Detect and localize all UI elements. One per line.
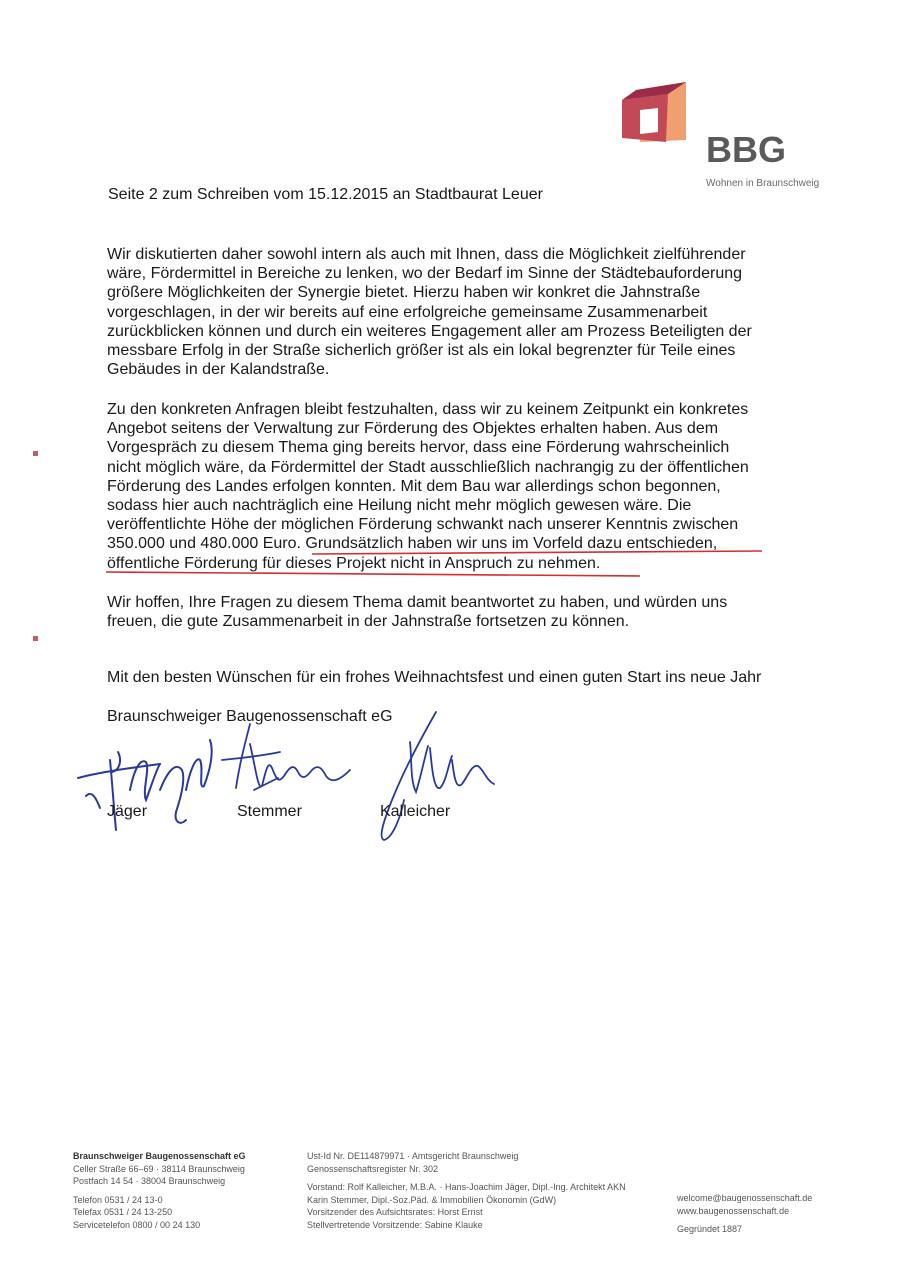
footer-line: Genossenschaftsregister Nr. 302	[307, 1163, 439, 1174]
text-line: freuen, die gute Zusammenarbeit in der Jahnstraße fortsetzen zu können.	[107, 613, 630, 631]
text-line: nicht möglich wäre, da Fördermittel der Stadt ausschließlich nachrangig zu der öffentlichen	[107, 458, 749, 476]
footer-line: Celler Straße 66–69 · 38114 Braunschweig	[73, 1163, 245, 1174]
text-line: zurückblicken können und durch ein weiteres Engagement aller am Prozess Beteiligten der	[107, 322, 752, 340]
footer-line: Postfach 14 54 · 38004 Braunschweig	[73, 1176, 226, 1186]
signatory-name: Jäger	[107, 803, 148, 820]
footer-line: Stellvertretende Vorsitzende: Sabine Klauke	[307, 1219, 483, 1230]
signature-stemmer	[222, 724, 350, 790]
text-line: sodass hier auch nachträglich eine Heilung nicht mehr möglich gewesen wäre. Die	[107, 497, 692, 515]
signatory-name: Stemmer	[237, 803, 302, 820]
footer-line: Vorsitzender des Aufsichtsrates: Horst Ernst	[307, 1207, 483, 1217]
footer-line: Ust-Id Nr. DE114879971 · Amtsgericht Braunschweig	[307, 1151, 519, 1161]
footer-line: Vorstand: Rolf Kalleicher, M.B.A. · Hans-Joachim Jäger, Dipl.-Ing. Architekt AKN	[307, 1182, 626, 1192]
text-line: Angebot seitens der Verwaltung zur Förderung des Objektes erhalten haben. Aus dem	[107, 420, 719, 438]
text-line: Gebäudes in der Kalandstraße.	[107, 361, 330, 379]
closing-greeting: Mit den besten Wünschen für ein frohes Weihnachtsfest und einen guten Start ins neue Jahr	[107, 669, 762, 686]
footer-line: Servicetelefon 0800 / 00 24 130	[73, 1219, 201, 1230]
logo-name: BBG	[706, 129, 786, 170]
company-name: Braunschweiger Baugenossenschaft eG	[107, 708, 393, 725]
footer-register	[307, 1150, 626, 1231]
text-line: messbare Erfolg in der Straße sicherlich größer ist als ein lokal begrenzter für Teile eines	[107, 342, 736, 360]
footer-line: Karin Stemmer, Dipl.-Soz.Päd. & Immobilien Ökonomin (GdW)	[307, 1194, 557, 1205]
logo-tagline: Wohnen in Braunschweig	[706, 178, 820, 189]
text-line: größere Möglichkeiten der Synergie bietet. Hierzu haben wir konkret die Jahnstraße	[107, 284, 701, 302]
footer-founded: Gegründet 1887	[677, 1224, 743, 1234]
footer-line: Telefon 0531 / 24 13-0	[73, 1194, 163, 1205]
text-line: Wir diskutierten daher sowohl intern als auch mit Ihnen, dass die Möglichkeit zielführender	[107, 246, 746, 263]
letter-subject: Seite 2 zum Schreiben vom 15.12.2015 an Stadtbaurat Leuer	[108, 186, 543, 203]
text-line: Zu den konkreten Anfragen bleibt festzuhalten, dass wir zu keinem Zeitpunkt ein konkretes	[107, 401, 749, 418]
text-line: öffentliche Förderung für dieses Projekt nicht in Anspruch zu nehmen.	[107, 554, 601, 572]
text-line: Wir hoffen, Ihre Fragen zu diesem Thema damit beantwortet zu haben, und würden uns	[107, 594, 728, 611]
footer-web: www.baugenossenschaft.de	[677, 1205, 790, 1216]
footer-email: welcome@baugenossenschaft.de	[677, 1193, 813, 1203]
footer-line: Telefax 0531 / 24 13-250	[73, 1207, 173, 1217]
signatory-name: Kalleicher	[380, 803, 451, 820]
footer-contact	[677, 1192, 812, 1236]
text-line: Förderung des Landes erfolgen konnten. Mit dem Bau war allerdings schon begonnen,	[107, 477, 721, 495]
text-line: wäre, Fördermittel in Bereiche zu lenken, wo der Bedarf im Sinne der Städtebauforderung	[107, 265, 743, 283]
footer-address	[73, 1150, 246, 1231]
text-line: vorgeschlagen, in der wir bereits auf eine erfolgreiche gemeinsame Zusammenarbeit	[107, 303, 708, 321]
text-line: 350.000 und 480.000 Euro. Grundsätzlich haben wir uns im Vorfeld dazu entschieden,	[107, 535, 718, 553]
footer-company: Braunschweiger Baugenossenschaft eG	[73, 1151, 246, 1161]
text-line: Vorgespräch zu diesem Thema ging bereits hervor, dass eine Förderung wahrscheinlich	[107, 439, 730, 457]
text-line: veröffentlichte Höhe der möglichen Förderung schwankt nach unserer Kenntnis zwischen	[107, 516, 739, 534]
